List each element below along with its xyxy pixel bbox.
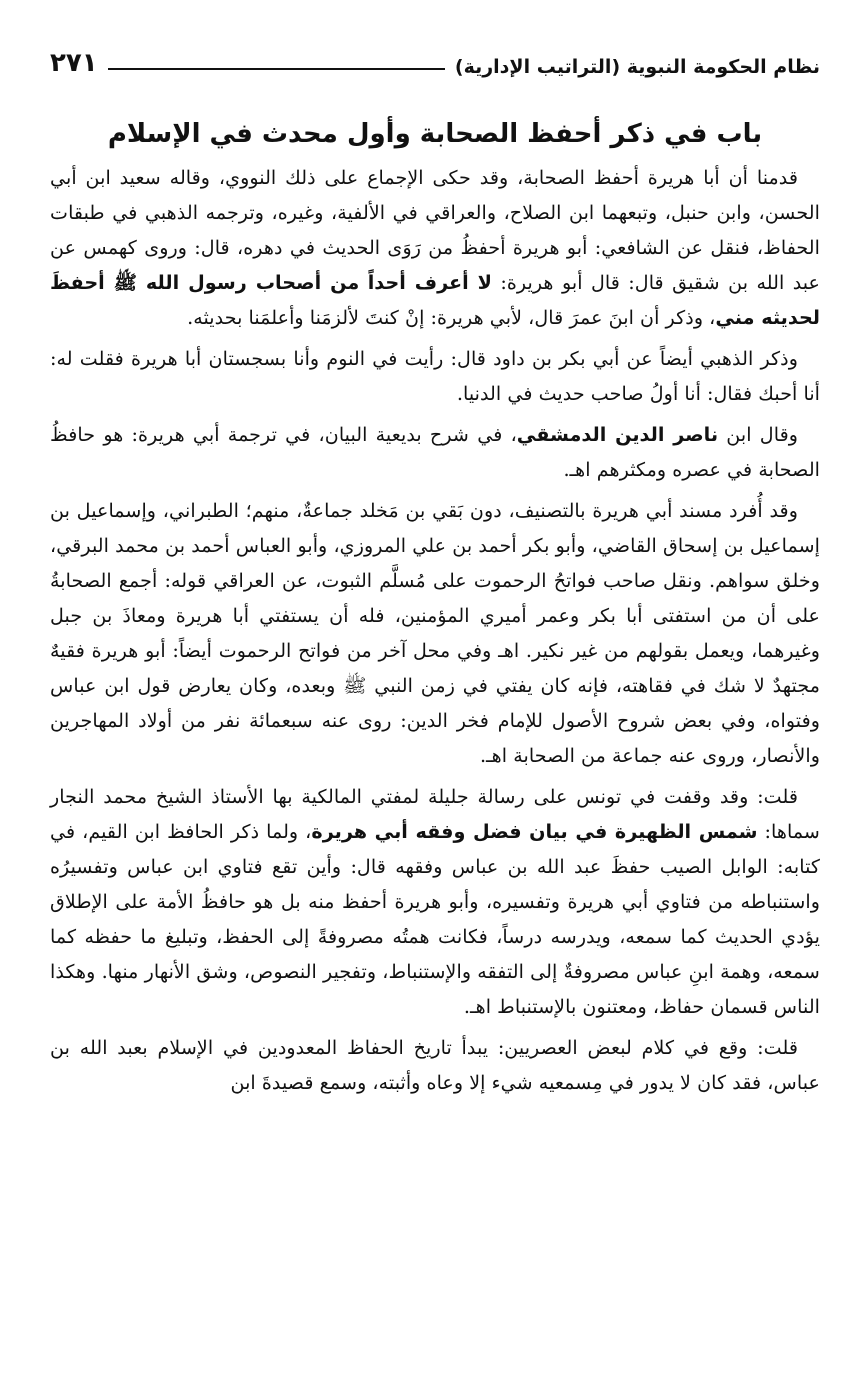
paragraph-text: سعيد ابن أبي الحسن، وابن حنبل، وتبعهما ابن الصلاح، والعراقي في الألفية، وغيره،	[50, 166, 820, 224]
paragraph-text: ، ولما ذكر الحافظ ابن	[134, 820, 312, 843]
paragraph-6	[50, 1030, 820, 1100]
paragraph-text: قدمنا أن أبا هريرة أحفظ الصحابة، وقد حكى الإجماع على ذلك النووي، وقاله	[169, 166, 799, 189]
paragraph-text: ، وذكر أن ابنَ عمرَ قال، لأبي هريرة: إنْ	[405, 306, 716, 329]
paragraph-text: عباس وتفسيرُه واستنباطه من فتاوي أبي هريرة وتفسيره، وأبو هريرة أحفظ منه بل هو	[50, 855, 820, 913]
paragraph-text: وقال ابن	[718, 423, 799, 446]
paragraph-text: قلت: وقع في كلام لبعض العصريين: يبدأ تاريخ الحفاظ المعدودين في الإسلام	[157, 1036, 798, 1059]
paragraph-text: شروح الأصول للإمام فخر الدين: روى عنه سبعمائة نفر من أولاد المهاجرين والأنصار،	[50, 709, 820, 767]
header-rule	[108, 68, 445, 70]
paragraph-text: وذكر الذهبي أيضاً عن أبي بكر بن داود قال: رأيت في النوم وأنا بسجستان أبا هريرة	[131, 347, 798, 370]
paragraph-text: مصروفةً إلى الحفظ، وتبليغ ما حفظه كما سمعه، وهمة ابنِ عباس مصروفةٌ إلى التفقه	[50, 925, 820, 983]
paragraph-text: الثبوت، عن العراقي قوله: أجمع الصحابةُ على أن من استفتى أبا بكر وعمر أميري	[50, 569, 820, 627]
paragraph-text: في دهره، قال: وروى كهمس عن عبد الله بن شقيق قال: قال أبو هريرة:	[50, 236, 821, 294]
paragraph-text: بالإستنباط اهـ.	[463, 995, 577, 1018]
paragraph-text: وقد أُفرد مسند أبي هريرة بالتصنيف، دون بَقي بن مَخلد جماعةٌ، منهم؛ الطبراني،	[162, 499, 798, 522]
bold-book-title: شمس الظهيرة في بيان فضل وفقه أبي هريرة	[311, 820, 758, 843]
paragraph-text: كنتَ لألزمَنا وأعلمَنا بحديثه.	[187, 306, 399, 329]
bold-name: ناصر الدين الدمشقي	[516, 423, 719, 446]
paragraph-text: حافظُ الصحابة في عصره ومكثرهم اهـ.	[50, 423, 820, 481]
paragraph-text: وإسماعيل بن إسماعيل بن إسحاق القاضي، وأبو بكر أحمد بن علي المروزي، وأبو	[50, 499, 820, 557]
page-number: ٢٧١	[50, 48, 98, 78]
paragraph-text: فإنه كان يفتي في زمن النبي ﷺ وبعده، وكان يعارض قول ابن عباس وفتواه، وفي بعض	[50, 674, 821, 732]
paragraph-3	[50, 417, 820, 487]
paragraph-text: فقلت له: أنا أحبك فقال: أنا أولُ صاحب حديث في الدنيا.	[50, 347, 820, 405]
paragraph-text: العباس أحمد بن محمد البرقي، وخلق سواهم. ونقل صاحب فواتحُ الرحموت على مُسلَّم	[50, 534, 820, 592]
paragraph-text: قلت: وقد وقفت في تونس على رسالة جليلة لمفتي المالكية بها الأستاذ الشيخ	[155, 785, 798, 808]
book-title: نظام الحكومة النبوية (التراتيب الإدارية)	[454, 56, 820, 78]
paragraph-text: وروى عنه جماعة من الصحابة اهـ.	[479, 744, 746, 767]
paragraph-text: القيم، في كتابه: الوابل الصيب حفظَ عبد الله بن عباس وفقهه قال: وأين تقع فتاوي ابن	[50, 820, 820, 878]
paragraph-text: ، في شرح بديعية البيان، في ترجمة أبي هريرة: هو	[103, 423, 517, 446]
paragraph-text: محمد النجار سماها:	[50, 785, 821, 843]
bold-quote: لا أعرف أحداً	[367, 271, 492, 294]
running-header	[50, 42, 820, 78]
paragraph-text: المؤمنين، فله أن يستفتي أبا هريرة ومعاذَ بن جبل وغيرهما، ويعمل بقولهم من غير نكير.	[50, 604, 820, 662]
paragraph-1	[50, 160, 820, 335]
paragraph-text: اهـ وفي محل آخر من فواتح الرحموت أيضاً: أبو هريرة فقيهٌ مجتهدٌ لا شك في فقاهته،	[50, 639, 821, 697]
section-heading: باب في ذكر أحفظ الصحابة وأول محدث في الإسلام	[107, 119, 763, 149]
paragraph-text: بعبد الله بن عباس، فقد كان لا يدور في مِسمعيه شيء إلا وعاه وأثبته، وسمع قصيدةَ ابن	[50, 1036, 820, 1094]
paragraph-2	[50, 341, 820, 411]
paragraph-text: وترجمه الذهبي في طبقات الحفاظ، فنقل عن الشافعي: أبو هريرة أحفظُ من رَوَى الحديث	[50, 201, 820, 259]
paragraph-text: والإستنباط، وتفجير النصوص، وشق الأنهار منها. وهكذا الناس قسمان حفاظ، ومعتنون	[50, 960, 820, 1018]
paragraph-text: حافظُ الأمة على الإطلاق يؤدي الحديث كما سمعه، ويدرسه درساً، فكانت همتُه	[50, 890, 820, 948]
bold-quote: من أصحاب رسول الله ﷺ أحفظَ لحديثه مني	[50, 271, 820, 329]
paragraph-4	[50, 493, 820, 773]
paragraph-5	[50, 779, 820, 1024]
